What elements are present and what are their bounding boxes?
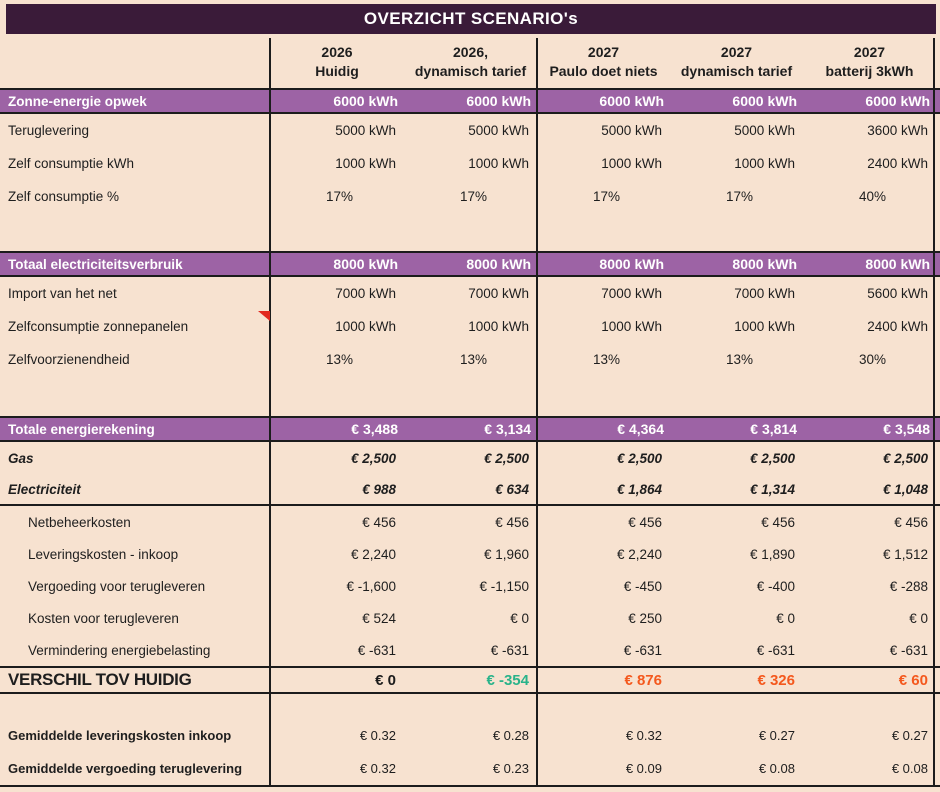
table-row-zelfconsumptie-panelen [0,310,940,343]
cell-value: € 1,890 [749,546,795,562]
section-label: Totaal electriciteitsverbruik [8,256,183,272]
verschil-value: € -354 [486,671,529,689]
cell-value: € 0.08 [758,761,795,776]
cell-value: € 2,500 [749,450,795,466]
column-header-2027-niets: 2027 Paulo doet niets [549,43,658,80]
cell-value: € 2,500 [483,450,529,466]
cell-value: € 2,500 [616,450,662,466]
cell-value: 3600 kWh [867,123,928,138]
cell-value: 1000 kWh [335,319,396,334]
cell-value: € 2,240 [616,546,662,562]
cell-value: € -631 [756,642,795,658]
title-bar [6,4,936,34]
cell-value: 6000 kWh [865,93,930,109]
cell-value: € 0.27 [758,728,795,743]
row-label-column [0,82,270,88]
cell-value: 1000 kWh [734,319,795,334]
cell-value: 1000 kWh [335,156,396,171]
cell-value: € 634 [495,481,529,497]
cell-value: € 988 [362,481,396,497]
page-title: OVERZICHT SCENARIO's [363,9,579,28]
cell-value: € 456 [495,514,529,530]
section-band-zonne-energie [0,88,940,114]
cell-value: 17% [326,189,354,204]
cell-value: 1000 kWh [734,156,795,171]
row-label: Leveringskosten - inkoop [28,546,179,562]
row-label: Gas [8,450,34,466]
row-label: Netbeheerkosten [28,514,131,530]
row-label: Kosten voor terugleveren [28,610,179,626]
cell-value: 5600 kWh [867,286,928,301]
table-row-import-net [0,277,940,310]
cell-value: 17% [593,189,621,204]
table-row-gemiddelde-leveringskosten [0,719,940,752]
cell-value: 1000 kWh [601,319,662,334]
table-row-zelf-consumptie-kwh [0,147,940,180]
row-label: Gemiddelde vergoeding teruglevering [8,761,243,776]
cell-value: 8000 kWh [599,256,664,272]
verschil-value: € 326 [757,671,795,689]
column-divider [269,38,271,785]
table-row-zelf-consumptie-pct [0,180,940,213]
cell-value: € 0 [909,610,928,626]
cell-value: € -631 [490,642,529,658]
cell-value: € 2,240 [350,546,396,562]
cell-value: 7000 kWh [468,286,529,301]
row-label: Vergoeding voor terugleveren [28,578,206,594]
cell-value: 2400 kWh [867,156,928,171]
cell-value: € 1,048 [882,481,928,497]
cell-value: 13% [326,352,354,367]
cell-value: € 0 [510,610,529,626]
cell-value: € -1,150 [479,578,529,594]
comment-marker-icon[interactable] [258,311,270,321]
cell-value: € 524 [362,610,396,626]
cell-value: € 0.09 [625,761,662,776]
row-label: Zelfconsumptie zonnepanelen [8,319,189,334]
cell-value: 7000 kWh [734,286,795,301]
section-gap [0,213,940,251]
cell-value: 6000 kWh [599,93,664,109]
cell-value: 8000 kWh [333,256,398,272]
cell-value: 8000 kWh [466,256,531,272]
cell-value: 6000 kWh [732,93,797,109]
cell-value: € 456 [761,514,795,530]
cell-value: € 0.27 [891,728,928,743]
column-header-2026-dynamisch: 2026, dynamisch tarief [414,43,527,80]
cell-value: € 0.32 [359,728,396,743]
column-header-row [0,38,940,88]
cell-value: € -1,600 [346,578,396,594]
cell-value: € -450 [623,578,662,594]
cell-value: € 3,134 [484,421,531,437]
section-label: Zonne-energie opwek [8,93,147,109]
cell-value: 8000 kWh [865,256,930,272]
cell-value: € 456 [628,514,662,530]
table-row-gas [0,442,940,474]
verschil-value: € 60 [898,671,928,689]
cell-value: € -631 [889,642,928,658]
cell-value: 2400 kWh [867,319,928,334]
cell-value: € 0.23 [492,761,529,776]
cell-value: € 0.32 [625,728,662,743]
cell-value: 5000 kWh [734,123,795,138]
row-label: Gemiddelde leveringskosten inkoop [8,728,232,743]
cell-value: 17% [726,189,754,204]
verschil-value: € 876 [624,671,662,689]
cell-value: 5000 kWh [601,123,662,138]
table-row-vergoeding-terugleveren [0,570,940,602]
table-right-border [933,38,935,785]
cell-value: 8000 kWh [732,256,797,272]
section-band-electriciteitsverbruik [0,251,940,277]
cell-value: € -631 [357,642,396,658]
row-label: VERSCHIL TOV HUIDIG [8,670,192,689]
row-label: Electriciteit [8,481,81,497]
cell-value: 1000 kWh [468,156,529,171]
cell-value: € 1,512 [882,546,928,562]
cell-value: € 250 [628,610,662,626]
row-label: Zelf consumptie kWh [8,156,135,171]
cell-value: € 3,814 [750,421,797,437]
cell-value: € 456 [362,514,396,530]
table-row-verschil-tov-huidig [0,666,940,694]
column-header-2027-dynamisch: 2027 dynamisch tarief [680,43,793,80]
cell-value: € 1,960 [483,546,529,562]
row-label: Teruglevering [8,123,90,138]
section-gap [0,376,940,416]
table-row-gemiddelde-vergoeding [0,752,940,785]
cell-value: 5000 kWh [468,123,529,138]
cell-value: 40% [859,189,887,204]
column-header-2026-huidig: 2026 Huidig [315,43,359,80]
cell-value: € -288 [889,578,928,594]
cell-value: 30% [859,352,887,367]
row-label: Zelfvoorzienendheid [8,352,130,367]
section-gap [0,694,940,719]
table-row-kosten-terugleveren [0,602,940,634]
cell-value: € 0.28 [492,728,529,743]
cell-value: € 0 [776,610,795,626]
cell-value: € 1,314 [749,481,795,497]
cell-value: € -631 [623,642,662,658]
cell-value: € 3,548 [883,421,930,437]
table-row-electriciteit [0,474,940,506]
cell-value: 1000 kWh [601,156,662,171]
cell-value: € 1,864 [616,481,662,497]
scenario-table [0,38,940,787]
cell-value: € 456 [894,514,928,530]
section-label: Totale energierekening [8,421,155,437]
cell-value: € -400 [756,578,795,594]
cell-value: 7000 kWh [335,286,396,301]
cell-value: 13% [460,352,488,367]
verschil-value: € 0 [375,671,396,689]
row-label: Import van het net [8,286,117,301]
cell-value: € 3,488 [351,421,398,437]
row-label: Zelf consumptie % [8,189,120,204]
column-divider [536,38,538,785]
cell-value: € 4,364 [617,421,664,437]
cell-value: € 2,500 [882,450,928,466]
row-label: Vermindering energiebelasting [28,642,211,658]
table-row-netbeheerkosten [0,506,940,538]
cell-value: 13% [593,352,621,367]
cell-value: 7000 kWh [601,286,662,301]
cell-value: € 0.32 [359,761,396,776]
cell-value: 6000 kWh [333,93,398,109]
cell-value: 5000 kWh [335,123,396,138]
table-row-zelfvoorzienendheid [0,343,940,376]
cell-value: 17% [460,189,488,204]
cell-value: € 0.08 [891,761,928,776]
cell-value: 13% [726,352,754,367]
table-row-vermindering-energiebelasting [0,634,940,666]
cell-value: 1000 kWh [468,319,529,334]
section-band-energierekening [0,416,940,442]
cell-value: 6000 kWh [466,93,531,109]
table-row-teruglevering [0,114,940,147]
table-row-leveringskosten [0,538,940,570]
column-header-2027-batterij: 2027 batterij 3kWh [825,43,914,80]
cell-value: € 2,500 [350,450,396,466]
